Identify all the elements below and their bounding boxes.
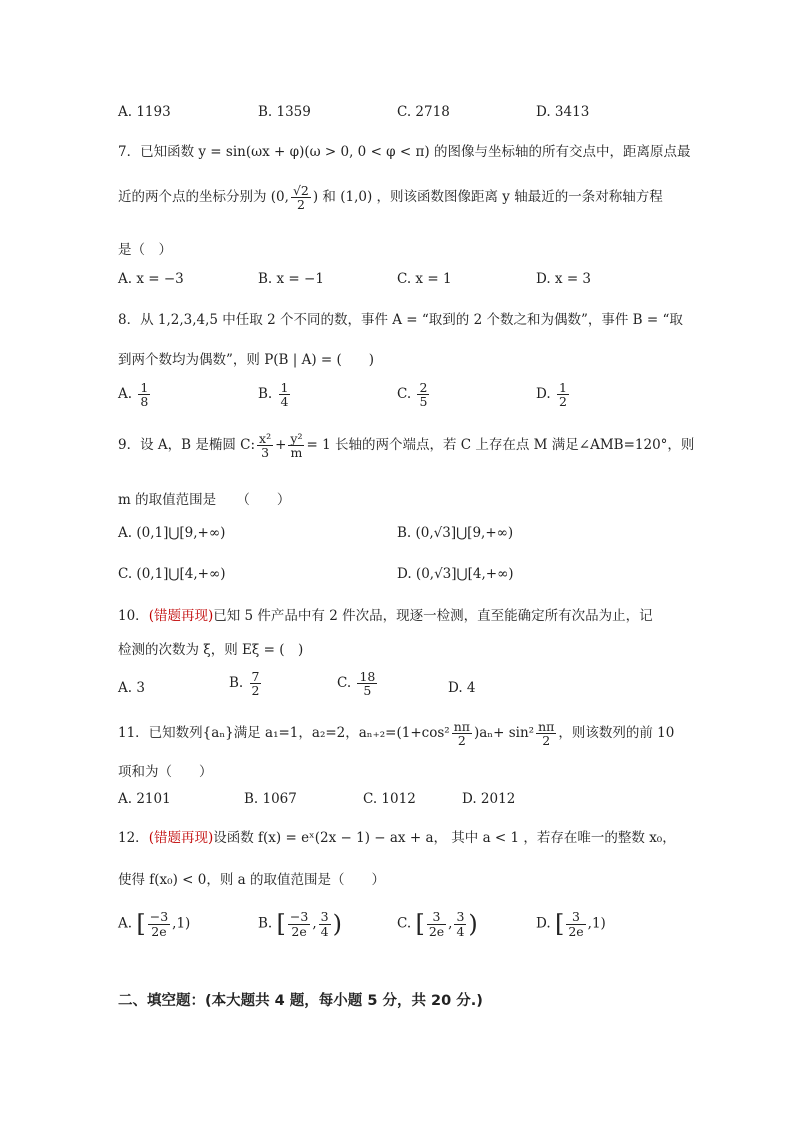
q7-line2-post: ) 和 (1,0) ，则该函数图像距离 y 轴最近的一条对称轴方程 <box>312 189 663 206</box>
q7-stem-line3: 是（ ） <box>118 242 172 258</box>
q11-post: ，则该数列的前 10 <box>558 725 675 742</box>
q9-pre: 9．设 A，B 是椭圆 C: <box>118 437 256 454</box>
q10-option-a: A. 3 <box>118 680 145 696</box>
q12-a-fraction <box>148 910 170 937</box>
q12-d-tail: ,1) <box>587 915 606 932</box>
q8-d-den: 2 <box>558 394 567 410</box>
q9-fraction-y <box>288 432 304 459</box>
q11-mid: )aₙ+ sin² <box>473 725 535 742</box>
q12-a-left-bracket: [ <box>136 910 146 938</box>
q9-option-b: B. (0,√3]⋃[9,+∞) <box>397 525 514 541</box>
q12-c-fraction-1 <box>427 910 446 937</box>
q8-c-den: 5 <box>419 394 428 410</box>
q11-stem-line1 <box>118 720 674 747</box>
q7-option-c: C. x = 1 <box>397 271 452 287</box>
q8-b-num: 1 <box>280 380 289 395</box>
q12-option-a <box>118 910 190 938</box>
q10-c-num: 18 <box>359 669 376 684</box>
q9-option-c: C. (0,1]⋃[4,+∞) <box>118 566 226 582</box>
q12-a-num: −3 <box>149 909 169 925</box>
q7-option-b: B. x = −1 <box>258 271 324 287</box>
q12-b-den2: 4 <box>320 923 329 939</box>
q9-f2-den: m <box>290 445 303 461</box>
q9-post: = 1 长轴的两个端点，若 C 上存在点 M 满足∠AMB=120°，则 <box>306 437 695 454</box>
q8-option-c <box>397 381 431 408</box>
q8-stem-line2: 到两个数均为偶数”，则 P(B | A) = ( ) <box>118 352 375 368</box>
q8-c-num: 2 <box>419 380 428 395</box>
q12-c-fraction-2 <box>454 910 466 937</box>
q8-option-b <box>258 381 292 408</box>
q12-c-num2: 3 <box>456 909 465 925</box>
q12-c-num: 3 <box>427 910 446 924</box>
q8-b-label: B. <box>258 386 273 403</box>
q10-option-d: D. 4 <box>448 680 476 696</box>
q11-option-d: D. 2012 <box>462 791 516 807</box>
q11-g-den: 2 <box>542 733 551 749</box>
q6-option-a: A. 1193 <box>118 104 171 120</box>
q11-option-c: C. 1012 <box>363 791 416 807</box>
q12-b-right-bracket: ) <box>332 910 342 938</box>
q10-stem-line1 <box>118 604 653 624</box>
q12-d-fraction <box>566 910 585 937</box>
q8-stem-line1: 8．从 1,2,3,4,5 中任取 2 个不同的数，事件 A = “取到的 2 个数之和为偶数”，事件 B = “取 <box>118 312 683 328</box>
q12-b-num: −3 <box>289 909 309 925</box>
q9-plus: + <box>275 437 287 454</box>
q11-pre: 11．已知数列{aₙ}满足 a₁=1，a₂=2，aₙ₊₂=(1+cos² <box>118 725 450 742</box>
q10-c-label: C. <box>337 675 352 692</box>
q8-a-den: 8 <box>140 394 149 410</box>
q11-f-num: nπ <box>453 719 470 734</box>
q7-stem-line2 <box>118 184 663 211</box>
q10-option-b <box>229 670 263 697</box>
q10-b-label: B. <box>229 675 244 692</box>
q10-c-den: 5 <box>363 683 372 699</box>
q11-fraction-2 <box>536 720 556 747</box>
q8-b-den: 4 <box>280 394 289 410</box>
q12-option-d <box>536 910 606 938</box>
q12-b-fraction-2 <box>319 910 331 937</box>
q10-line1-text: 已知 5 件产品中有 2 件次品，现逐一检测，直至能确定所有次品为止，记 <box>213 608 653 624</box>
q9-stem-line2: m 的取值范围是 （ ） <box>118 492 291 508</box>
q10-c-fraction <box>357 670 377 697</box>
q7-line2-pre: 近的两个点的坐标分别为 (0, <box>118 189 289 206</box>
q12-number: 12． <box>118 830 149 846</box>
q8-c-fraction <box>417 381 429 408</box>
q11-option-b: B. 1067 <box>244 791 297 807</box>
q11-f-den: 2 <box>457 733 466 749</box>
q12-c-den2: 4 <box>456 923 465 939</box>
q10-tag: (错题再现) <box>148 608 214 624</box>
q7-option-d: D. x = 3 <box>536 271 592 287</box>
q8-a-fraction <box>138 381 150 408</box>
q8-a-num: 1 <box>140 380 149 395</box>
q12-b-den: 2e <box>291 923 307 939</box>
q10-option-c <box>337 670 379 697</box>
q6-option-d: D. 3413 <box>536 104 590 120</box>
q10-b-num: 7 <box>251 669 260 684</box>
q12-c-sep: , <box>448 915 453 932</box>
q12-a-den: 2e <box>151 923 167 939</box>
q7-frac-num: √2 <box>292 183 309 198</box>
q8-option-a <box>118 381 152 408</box>
q11-option-a: A. 2101 <box>118 791 171 807</box>
q8-a-label: A. <box>118 386 133 403</box>
q8-c-label: C. <box>397 386 412 403</box>
q7-option-a: A. x = −3 <box>118 271 184 287</box>
q12-a-label: A. <box>118 915 133 932</box>
q11-fraction-1 <box>452 720 472 747</box>
q8-option-d <box>536 381 571 408</box>
q9-f1-den: 3 <box>261 445 270 461</box>
q7-frac-den: 2 <box>296 197 305 213</box>
q9-f1-num: x² <box>259 431 272 446</box>
q11-stem-line2: 项和为（ ） <box>118 764 213 780</box>
q12-tag: (错题再现) <box>148 830 214 846</box>
q12-b-fraction-1 <box>288 910 310 937</box>
q12-d-den: 2e <box>568 923 584 939</box>
q12-b-left-bracket: [ <box>276 910 286 938</box>
q12-stem-line1 <box>118 826 676 846</box>
q10-stem-line2: 检测的次数为 ξ，则 Eξ = ( ) <box>118 642 304 658</box>
q10-b-fraction <box>250 670 262 697</box>
q8-b-fraction <box>279 381 291 408</box>
q12-b-label: B. <box>258 915 273 932</box>
q12-c-label: C. <box>397 915 412 932</box>
q8-d-fraction <box>557 381 569 408</box>
q8-d-label: D. <box>536 386 551 403</box>
q12-option-c <box>397 910 478 938</box>
q12-b-num2: 3 <box>320 909 329 925</box>
q11-g-num: nπ <box>538 719 555 734</box>
q12-a-tail: ,1) <box>172 915 191 932</box>
section-heading-fill-in: 二、填空题：(本大题共 4 题，每小题 5 分，共 20 分.) <box>118 993 483 1009</box>
q12-b-sep: , <box>312 915 317 932</box>
q12-d-num: 3 <box>566 910 585 924</box>
q8-d-num: 1 <box>558 380 567 395</box>
q9-option-a: A. (0,1]⋃[9,+∞) <box>118 525 226 541</box>
q12-c-den: 2e <box>428 923 445 939</box>
q10-b-den: 2 <box>251 683 260 699</box>
q12-stem-line2: 使得 f(x₀) < 0，则 a 的取值范围是（ ） <box>118 872 385 888</box>
q9-stem-line1 <box>118 432 694 459</box>
q7-stem-line1: 7．已知函数 y = sin(ωx + φ)(ω > 0, 0 < φ < π) 的图像与坐标轴的所有交点中，距离原点最 <box>118 144 691 160</box>
q12-d-label: D. <box>536 915 551 932</box>
q9-fraction-x <box>257 432 273 459</box>
q12-line1-text: 设函数 f(x) = eˣ(2x − 1) − ax + a， 其中 a < 1 ，若存在唯一的整数 x₀， <box>213 830 676 846</box>
q10-number: 10． <box>118 608 149 624</box>
q7-fraction <box>291 184 311 211</box>
q12-c-left-bracket: [ <box>415 910 425 938</box>
q9-option-d: D. (0,√3]⋃[4,+∞) <box>397 566 514 582</box>
q12-c-right-bracket: ) <box>468 910 478 938</box>
q12-d-left-bracket: [ <box>554 910 565 938</box>
q6-option-c: C. 2718 <box>397 104 450 120</box>
q12-option-b <box>258 910 342 938</box>
q9-f2-num: y² <box>290 431 303 446</box>
q6-option-b: B. 1359 <box>258 104 311 120</box>
